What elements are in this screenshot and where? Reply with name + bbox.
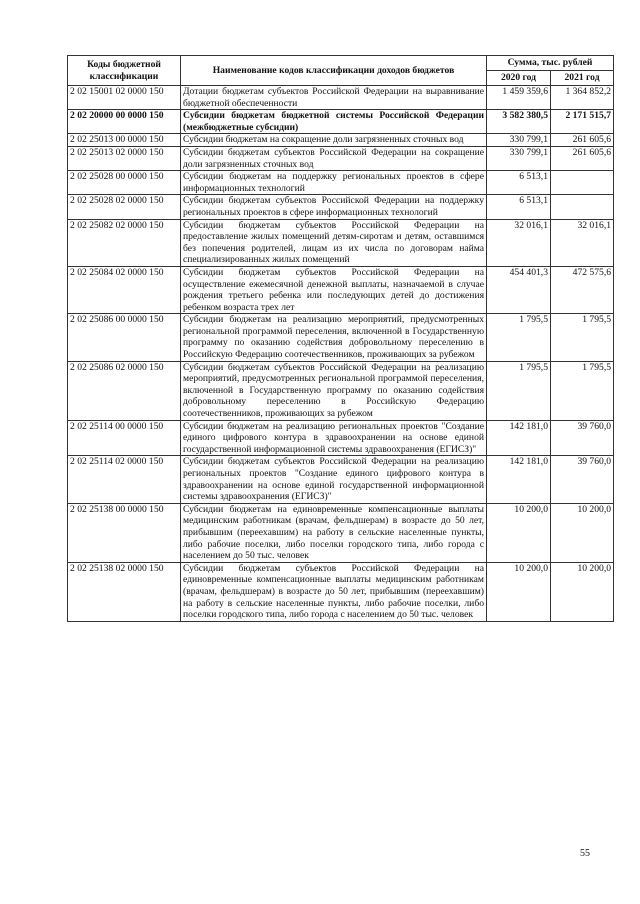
table-row [68, 266, 614, 313]
row-code: 2 02 25013 02 0000 150 [68, 146, 181, 170]
header-year-2021: 2021 год [551, 71, 614, 86]
row-sum-2020: 32 016,1 [487, 219, 551, 266]
row-sum-2020: 330 799,1 [487, 134, 551, 147]
row-sum-2020: 1 459 359,6 [487, 86, 551, 110]
header-code-column: Коды бюджетной классификации [68, 56, 181, 86]
row-code: 2 02 25086 02 0000 150 [68, 361, 181, 420]
row-code: 2 02 25138 02 0000 150 [68, 562, 181, 621]
row-sum-2020: 330 799,1 [487, 146, 551, 170]
row-code: 2 02 15001 02 0000 150 [68, 86, 181, 110]
row-sum-2021: 261 605,6 [551, 146, 614, 170]
row-code: 2 02 25084 02 0000 150 [68, 266, 181, 313]
table-row [68, 361, 614, 420]
row-name: Субсидии бюджетам субъектов Российской Федерации на сокращение доли загрязненных сточных вод [181, 146, 487, 170]
row-code: 2 02 25013 00 0000 150 [68, 134, 181, 147]
row-sum-2021: 1 795,5 [551, 361, 614, 420]
row-name: Субсидии бюджетам на поддержку региональных проектов в сфере информационных технологий [181, 171, 487, 195]
row-name: Дотации бюджетам субъектов Российской Федерации на выравнивание бюджетной обеспеченности [181, 86, 487, 110]
table-header-row [68, 56, 614, 71]
row-name: Субсидии бюджетам субъектов Российской Федерации на реализацию региональных проектов "Создание единого цифрового контура в здравоохранении на основе единой государственной информационной системы здравоохранения (ЕГИСЗ)" [181, 456, 487, 503]
row-sum-2020: 3 582 380,5 [487, 110, 551, 134]
table-row [68, 503, 614, 562]
row-sum-2021: 32 016,1 [551, 219, 614, 266]
table-row [68, 314, 614, 361]
row-sum-2021 [551, 195, 614, 219]
header-sum-column: Сумма, тыс. рублей [487, 56, 614, 71]
row-name: Субсидии бюджетам на реализацию региональных проектов "Создание единого цифрового контура в здравоохранении на основе единой государственной информационной системы здравоохранения (ЕГИСЗ)" [181, 420, 487, 456]
row-code: 2 02 25082 02 0000 150 [68, 219, 181, 266]
row-name: Субсидии бюджетам субъектов Российской Федерации на поддержку региональных проектов в сфере информационных технологий [181, 195, 487, 219]
row-name: Субсидии бюджетам на реализацию мероприятий, предусмотренных региональной программой переселения, включенной в Государственную программу по оказанию содействия добровольному переселению в Российскую Федерацию соотечественников, проживающих за рубежом [181, 314, 487, 361]
table-row [68, 171, 614, 195]
row-sum-2020: 10 200,0 [487, 503, 551, 562]
table-row [68, 86, 614, 110]
row-name: Субсидии бюджетам бюджетной системы Российской Федерации (межбюджетные субсидии) [181, 110, 487, 134]
row-sum-2021: 10 200,0 [551, 503, 614, 562]
budget-revenue-table [67, 55, 614, 622]
row-sum-2020: 10 200,0 [487, 562, 551, 621]
row-name: Субсидии бюджетам субъектов Российской Федерации на осуществление ежемесячной денежной выплаты, назначаемой в случае рождения третьего ребенка или последующих детей до достижения ребенком возраста трех лет [181, 266, 487, 313]
row-name: Субсидии бюджетам на единовременные компенсационные выплаты медицинским работникам (врачам, фельдшерам) в возрасте до 50 лет, прибывшим (переехавшим) на работу в сельские населенные пункты, либо рабочие поселки, либо поселки городского типа, либо города с населением до 50 тыс. человек [181, 503, 487, 562]
table-row [68, 134, 614, 147]
header-name-column: Наименование кодов классификации доходов бюджетов [181, 56, 487, 86]
table-row-total [68, 110, 614, 134]
row-sum-2021: 39 760,0 [551, 456, 614, 503]
row-sum-2021: 261 605,6 [551, 134, 614, 147]
row-sum-2020: 1 795,5 [487, 361, 551, 420]
row-code: 2 02 25138 00 0000 150 [68, 503, 181, 562]
row-sum-2021 [551, 171, 614, 195]
row-sum-2021: 1 364 852,2 [551, 86, 614, 110]
page-number: 55 [580, 848, 590, 859]
row-code: 2 02 25114 02 0000 150 [68, 456, 181, 503]
row-sum-2021: 1 795,5 [551, 314, 614, 361]
row-name: Субсидии бюджетам субъектов Российской Федерации на предоставление жилых помещений детям-сиротам и детям, оставшимся без попечения родителей, лицам из их числа по договорам найма специализированных жилых помещений [181, 219, 487, 266]
row-sum-2021: 39 760,0 [551, 420, 614, 456]
row-sum-2021: 472 575,6 [551, 266, 614, 313]
row-name: Субсидии бюджетам субъектов Российской Федерации на единовременные компенсационные выплаты медицинским работникам (врачам, фельдшерам) в возрасте до 50 лет, прибывшим (переехавшим) на работу в сельские населенные пункты, либо рабочие поселки, либо поселки городского типа, либо города с населением до 50 тыс. человек [181, 562, 487, 621]
row-sum-2021: 2 171 515,7 [551, 110, 614, 134]
table-row [68, 456, 614, 503]
row-sum-2020: 142 181,0 [487, 456, 551, 503]
row-code: 2 02 25114 00 0000 150 [68, 420, 181, 456]
row-sum-2020: 1 795,5 [487, 314, 551, 361]
row-sum-2020: 6 513,1 [487, 171, 551, 195]
row-sum-2020: 142 181,0 [487, 420, 551, 456]
row-sum-2020: 454 401,3 [487, 266, 551, 313]
header-year-2020: 2020 год [487, 71, 551, 86]
row-code: 2 02 25028 00 0000 150 [68, 171, 181, 195]
table-row [68, 146, 614, 170]
row-sum-2021: 10 200,0 [551, 562, 614, 621]
table-row [68, 219, 614, 266]
row-name: Субсидии бюджетам субъектов Российской Федерации на реализацию мероприятий, предусмотренных региональной программой переселения, включенной в Государственную программу по оказанию содействия добровольному переселению в Российскую Федерацию соотечественников, проживающих за рубежом [181, 361, 487, 420]
table-row [68, 562, 614, 621]
table-row [68, 195, 614, 219]
table-row [68, 420, 614, 456]
row-code: 2 02 25086 00 0000 150 [68, 314, 181, 361]
row-code: 2 02 20000 00 0000 150 [68, 110, 181, 134]
row-code: 2 02 25028 02 0000 150 [68, 195, 181, 219]
row-name: Субсидии бюджетам на сокращение доли загрязненных сточных вод [181, 134, 487, 147]
row-sum-2020: 6 513,1 [487, 195, 551, 219]
